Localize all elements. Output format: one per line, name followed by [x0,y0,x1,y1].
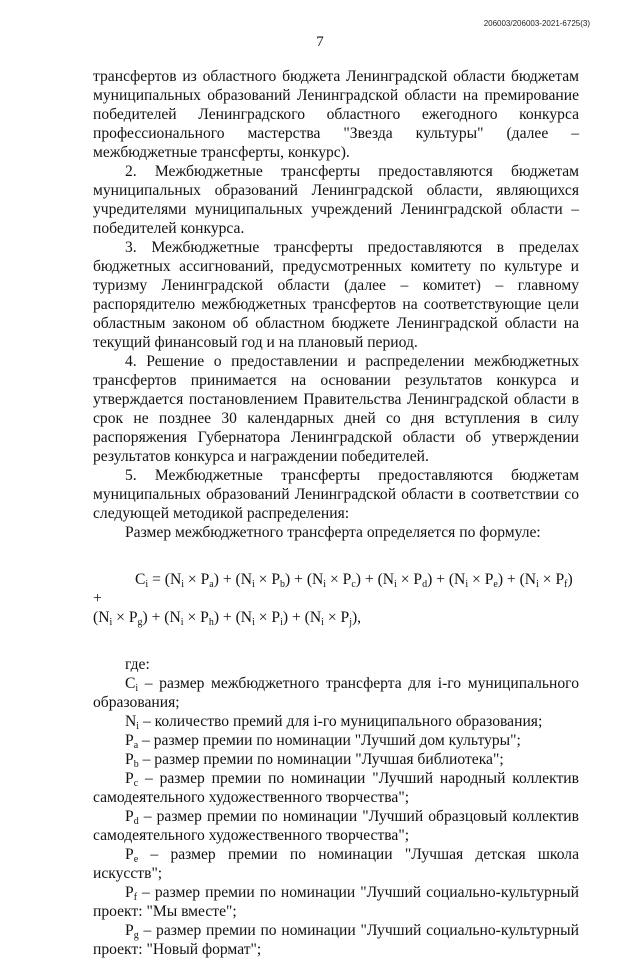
definition-symbol: P [125,884,134,901]
definition-text: – размер премии по номинации "Лучший образцовый коллектив самодеятельного художественного творчества"; [93,808,579,844]
variable-definitions [93,674,579,959]
definition-item [93,769,579,807]
definition-item [93,845,579,883]
paragraph-3: 3. Межбюджетные трансферты предоставляются в пределах бюджетных ассигнований, предусмотренных комитету по культуре и туризму Ленинградской области (далее – комитет) – главному распорядителю межбюджетных трансфертов на соответствующие цели областным законом об областном бюджете Ленинградской области на текущий финансовый год и на плановый период. [93,239,579,351]
page-number: 7 [316,34,324,50]
definition-symbol: P [125,770,134,787]
definition-text: – размер премии по номинации "Лучший дом культуры"; [138,732,521,749]
definition-symbol: P [125,922,134,939]
definition-symbol: P [125,751,134,768]
paragraph-continuation: трансфертов из областного бюджета Ленинградской области бюджетам муниципальных образований Ленинградской области на премирование победителей Ленинградского областного ежегодного конкурса профессионального мастерства "Звезда культуры" (далее – межбюджетные трансферты, конкурс). [93,68,579,161]
definition-subscript: i [136,721,140,732]
definition-text: – размер премии по номинации "Лучший социально-культурный проект: "Мы вместе"; [93,884,579,920]
definition-symbol: N [125,713,137,730]
paragraph-5: 5. Межбюджетные трансферты предоставляются бюджетам муниципальных образований Ленинградской области в соответствии со следующей методикой распределения: [93,467,579,522]
definition-item [93,750,579,769]
definition-symbol: P [125,846,134,863]
definition-subscript: a [133,740,139,751]
definition-symbol: C [125,675,136,692]
document-body [93,67,579,959]
definition-item [93,807,579,845]
definition-text: – количество премий для i-го муниципального образования; [139,713,543,730]
definition-text: – размер премии по номинации "Лучший социально-культурный проект: "Новый формат"; [93,922,579,958]
definition-subscript: i [135,683,139,694]
definition-subscript: g [133,930,139,941]
definition-symbol: P [125,732,134,749]
definition-subscript: c [133,778,139,789]
definition-item [93,883,579,921]
formula-line-2: $(N_i \times P_g) + (N_i \times P_h) + (N_i \times P_i) + (N_i \times P_j)$, [93,609,362,628]
definition-subscript: b [133,759,139,770]
definition-text: – размер премии по номинации "Лучшая библиотека"; [138,751,504,768]
distribution-formula [93,570,579,627]
definition-item [93,921,579,959]
where-label: где: [125,656,150,673]
formula-intro: Размер межбюджетного трансферта определяется по формуле: [125,524,541,541]
document-id: 206003/206003-2021-6725(3) [483,19,590,28]
definition-text: – размер премии по номинации "Лучший народный коллектив самодеятельного художественного творчества"; [93,770,579,806]
definition-item [93,674,579,712]
formula-line-1: $C_i = (N_i \times P_a) + (N_i \times P_b) + (N_i \times P_c) + (N_i \times P_d) + (N_i \times P_e) + (N_i \times P_f)$ + [93,571,573,607]
definition-subscript: f [133,892,138,903]
definition-subscript: e [133,854,139,865]
definition-symbol: P [125,808,134,825]
definition-item [93,731,579,750]
definition-item [93,712,579,731]
paragraph-2: 2. Межбюджетные трансферты предоставляются бюджетам муниципальных образований Ленинградской области, являющихся учредителями муниципальных учреждений Ленинградской области – победителей конкурса. [93,163,579,237]
definition-text: – размер премии по номинации "Лучшая детская школа искусств"; [93,846,579,882]
definition-subscript: d [133,816,139,827]
definition-text: – размер межбюджетного трансферта для i-го муниципального образования; [93,675,579,711]
paragraph-4: 4. Решение о предоставлении и распределении межбюджетных трансфертов принимается на основании результатов конкурса и утверждается постановлением Правительства Ленинградской области в срок не позднее 30 календарных дней со дня вступления в силу распоряжения Губернатора Ленинградской области об утверждении результатов конкурса и награждении победителей. [93,353,579,465]
